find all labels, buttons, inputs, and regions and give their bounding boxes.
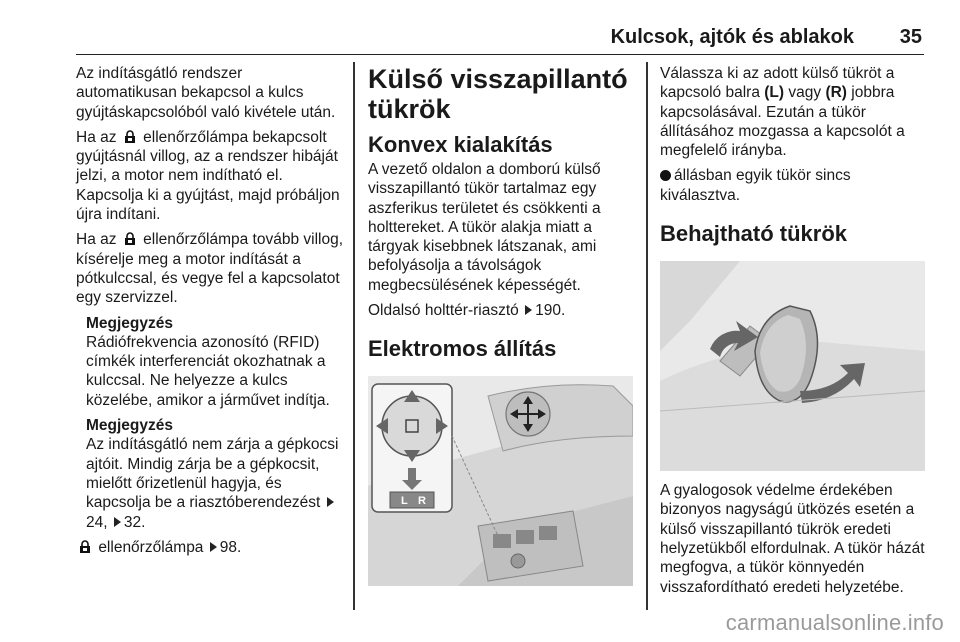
note-text [86, 435, 344, 531]
page-ref-icon [210, 542, 217, 552]
switch-left-label: L [401, 495, 408, 508]
page-ref-icon [327, 497, 334, 507]
text: Oldalsó holttér-riasztó [368, 302, 519, 320]
text: jobbra kapcsolásával. Ezután a tükör állításához mozgassa a kapcsolót a megfelelő irányba. [660, 84, 905, 160]
note-title: Megjegyzés [86, 314, 174, 332]
paragraph: A vezető oldalon a domború külső visszapillantó tükör tartalmaz egy aszferikus területet és csökkenti a holttereket. A tükör alakja miatt a tárgyak kisebbnek látszanak, ami befolyásolja a távolságok megbecsülésének képességét. [368, 161, 601, 294]
paragraph [76, 230, 344, 307]
page-ref-link[interactable]: 98. [219, 538, 242, 556]
column-left [76, 64, 344, 563]
text: Az indításgátló nem zárja a gépkocsi ajtóit. Mindig zárja be a gépkocsit, mielőtt őrizetlenül hagyja, és kapcsolja be a riasztóberendezést [86, 436, 339, 512]
paragraph [76, 538, 344, 557]
immobiliser-icon [78, 540, 92, 554]
mirror-switch-illustration [368, 376, 633, 586]
bold-text: (L) [764, 84, 785, 102]
paragraph [76, 128, 344, 224]
subsection-title: Konvex kialakítás [368, 132, 553, 157]
text: Ha az [76, 128, 117, 146]
column-divider [353, 62, 355, 610]
column-right [660, 64, 928, 603]
neutral-position-icon [660, 170, 671, 181]
immobiliser-icon [123, 130, 137, 144]
page-ref-icon [525, 305, 532, 315]
page-header [76, 18, 924, 55]
page-ref-link[interactable]: 24, [86, 513, 108, 531]
paragraph [660, 166, 928, 205]
immobiliser-icon [123, 232, 137, 246]
page-number: 35 [899, 26, 922, 48]
folding-mirror-illustration [660, 261, 925, 471]
switch-right-label: R [418, 495, 426, 508]
page-ref-link[interactable]: 32. [123, 513, 146, 531]
text: Válassza ki az adott külső tükröt a kapcsoló balra [660, 65, 895, 102]
paragraph: A gyalogosok védelme érdekében bizonyos nagyságú ütközés esetén a külső visszapillantó tükrök eredeti helyzetükből elfordulnak. A tükör házát megfogva, a tükör könnyedén visszafordítható eredeti helyzetébe. [660, 482, 925, 596]
text: állásban egyik tükör sincs kiválasztva. [660, 167, 851, 204]
note-title: Megjegyzés [86, 417, 174, 435]
subsection-title: Elektromos állítás [368, 336, 557, 362]
text: Ha az [76, 231, 117, 249]
column-divider [646, 62, 648, 610]
text: ellenőrzőlámpa bekapcsolt gyújtásnál villog, az a rendszer hibáját jelzi, a motor nem indítható el. Kapcsolja ki a gyújtást, majd próbáljon újra indítani. [76, 128, 340, 224]
watermark: carmanualsonline.info [725, 610, 944, 635]
section-title: Külső visszapillantó tükrök [368, 64, 628, 124]
page-ref-icon [114, 517, 121, 527]
header-title: Kulcsok, ajtók és ablakok [610, 26, 854, 48]
text: ellenőrzőlámpa [98, 538, 204, 556]
note [86, 314, 344, 410]
note [86, 416, 344, 532]
paragraph [660, 64, 928, 160]
column-middle [368, 64, 636, 596]
bold-text: (R) [825, 84, 847, 102]
subsection-title: Behajtható tükrök [660, 221, 848, 247]
note-text: Rádiófrekvencia azonosító (RFID) címkék interferenciát okozhatnak a kulccsal. Ne helyezze a kulcs közelébe, amikor a járművet indítja. [86, 333, 330, 409]
text: ellenőrzőlámpa tovább villog, kísérelje meg a motor indítását a pótkulccsal, és vegye fel a kapcsolatot egy szervizzel. [76, 231, 344, 307]
text: vagy [788, 84, 822, 102]
page-ref-link[interactable]: 190. [535, 302, 566, 320]
paragraph [368, 301, 636, 320]
paragraph: Az indításgátló rendszer automatikusan bekapcsol a kulcs gyújtáskapcsolóból való kivétele után. [76, 65, 336, 121]
